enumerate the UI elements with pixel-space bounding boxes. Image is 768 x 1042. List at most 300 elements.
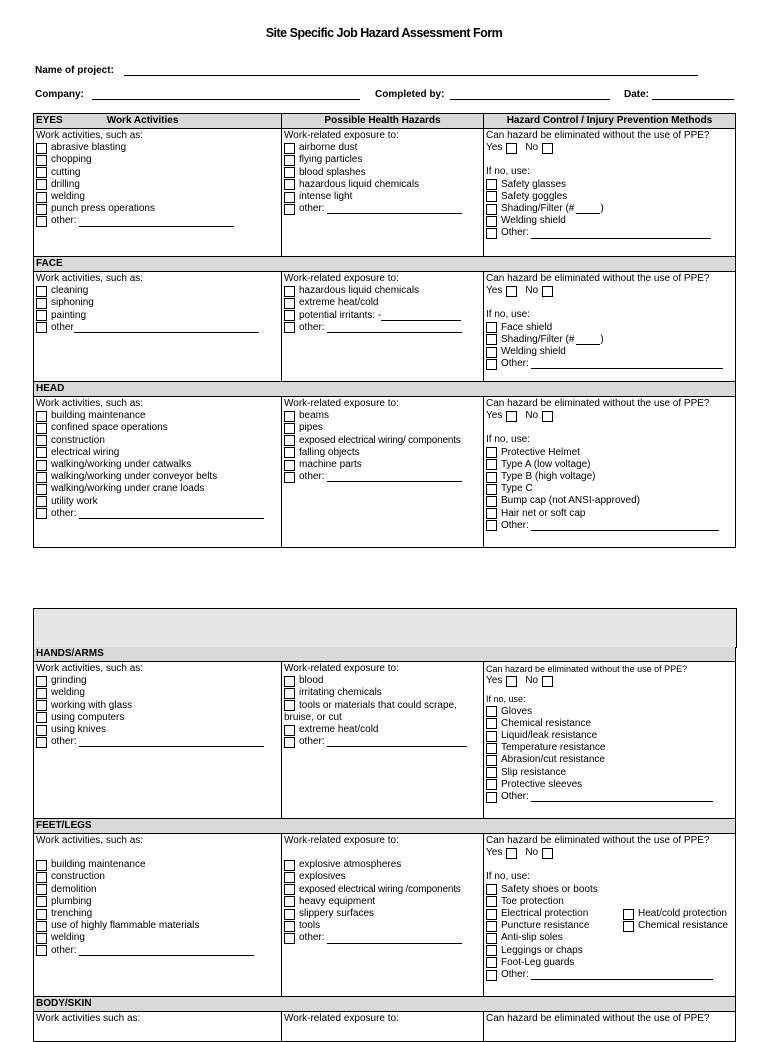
item-label: other:	[51, 944, 77, 956]
ppe-question: Can hazard be eliminated without the use of PPE?	[486, 835, 710, 846]
feet-control[interactable]	[486, 896, 733, 908]
yes-label: Yes	[486, 142, 503, 154]
checkbox[interactable]	[36, 298, 47, 309]
item-label: utility work	[51, 495, 98, 507]
item-label: other:	[299, 932, 325, 944]
feet-activity[interactable]	[36, 859, 279, 871]
hands-activity[interactable]	[36, 712, 279, 724]
item-label: Puncture resistance	[501, 920, 590, 932]
other-field[interactable]	[327, 323, 462, 333]
checkbox[interactable]	[36, 192, 47, 203]
item-label: chopping	[51, 154, 92, 166]
feet-activity[interactable]	[36, 920, 279, 932]
item-label: Other:	[501, 791, 529, 803]
checkbox[interactable]	[36, 216, 47, 227]
item-label: exposed electrical wiring/ components	[299, 434, 461, 446]
checkbox[interactable]	[486, 921, 497, 932]
date-field[interactable]	[652, 99, 734, 100]
checkbox[interactable]	[486, 957, 497, 968]
checkbox[interactable]	[486, 896, 497, 907]
eyes-control[interactable]	[486, 191, 733, 203]
checkbox[interactable]	[486, 743, 497, 754]
eyes-activities	[34, 129, 282, 257]
eyes-control[interactable]	[486, 179, 733, 191]
checkbox[interactable]	[284, 310, 295, 321]
checkbox[interactable]	[486, 322, 497, 333]
face-control[interactable]	[486, 322, 733, 334]
checkbox[interactable]	[284, 860, 295, 871]
checkbox[interactable]	[284, 204, 295, 215]
item-label: Type C	[501, 483, 533, 495]
item-label: Leggings or chaps	[501, 944, 583, 956]
head-activity[interactable]	[36, 422, 279, 434]
irritants-field[interactable]	[381, 311, 461, 321]
hands-hazard-other[interactable]	[284, 736, 481, 748]
item-label: Chemical resistance	[501, 717, 592, 729]
ppe-question: Can hazard be eliminated without the use of PPE?	[486, 130, 710, 141]
item-label: grinding	[51, 675, 87, 687]
section-body-header	[34, 997, 736, 1012]
hands-control[interactable]	[486, 706, 733, 718]
hands-control-other[interactable]	[486, 791, 733, 803]
checkbox[interactable]	[36, 472, 47, 483]
checkbox[interactable]	[486, 718, 497, 729]
checkbox[interactable]	[284, 167, 295, 178]
other-field[interactable]	[531, 359, 723, 369]
checkbox[interactable]	[486, 970, 497, 981]
feet-hazard[interactable]	[284, 896, 481, 908]
face-control[interactable]	[486, 346, 733, 358]
date-label: Date:	[624, 89, 650, 100]
checkbox[interactable]	[284, 411, 295, 422]
face-hazard[interactable]	[284, 285, 481, 297]
checkbox[interactable]	[36, 676, 47, 687]
feet-hazard[interactable]	[284, 859, 481, 871]
hands-activity[interactable]	[36, 687, 279, 699]
hands-activities	[34, 662, 282, 819]
other-field[interactable]	[531, 229, 711, 239]
checkbox[interactable]	[36, 933, 47, 944]
checkbox[interactable]	[486, 472, 497, 483]
other-field[interactable]	[79, 509, 264, 519]
face-control[interactable]: Shading/Filter (# )	[486, 334, 733, 346]
other-field[interactable]	[74, 323, 259, 333]
checkbox[interactable]	[36, 884, 47, 895]
section-feet-label: FEET/LEGS	[34, 819, 736, 834]
no-label: No	[525, 410, 539, 422]
yes-no	[486, 285, 733, 297]
eyes-hazard-other[interactable]	[284, 203, 481, 215]
checkbox[interactable]	[486, 228, 497, 239]
item-label: building maintenance	[51, 410, 146, 422]
checkbox[interactable]	[284, 423, 295, 434]
eyes-control-other[interactable]	[486, 227, 733, 239]
head-activity[interactable]	[36, 410, 279, 422]
item-label: tools	[299, 920, 321, 932]
completed-by-field[interactable]	[450, 99, 610, 100]
feet-activity[interactable]	[36, 908, 279, 920]
other-field[interactable]	[327, 472, 462, 482]
checkbox[interactable]	[486, 755, 497, 766]
checkbox[interactable]	[36, 411, 47, 422]
item-label: extreme heat/cold	[299, 297, 379, 309]
hands-control[interactable]	[486, 754, 733, 766]
eyes-activity[interactable]	[36, 203, 279, 215]
face-hazards	[282, 272, 484, 382]
item-label: other:	[51, 215, 77, 227]
feet-activity[interactable]	[36, 896, 279, 908]
head-activity[interactable]	[36, 447, 279, 459]
face-activity[interactable]	[36, 310, 279, 322]
no-checkbox[interactable]	[542, 143, 553, 154]
feet-hazard[interactable]	[284, 871, 481, 883]
eyes-hazard[interactable]	[284, 191, 481, 203]
item-label: Safety goggles	[501, 190, 568, 202]
checkbox[interactable]	[284, 143, 295, 154]
checkbox[interactable]	[486, 779, 497, 790]
checkbox[interactable]	[36, 155, 47, 166]
checkbox[interactable]	[623, 921, 634, 932]
other-field[interactable]	[327, 204, 462, 214]
checkbox[interactable]	[486, 706, 497, 717]
section-body-label: BODY/SKIN	[34, 997, 736, 1012]
no-label: No	[525, 285, 539, 297]
hands-hazard[interactable]	[284, 700, 481, 712]
checkbox[interactable]	[284, 286, 295, 297]
eyes-activity[interactable]	[36, 167, 279, 179]
checkbox[interactable]	[36, 204, 47, 215]
hands-control[interactable]	[486, 742, 733, 754]
hands-control[interactable]	[486, 718, 733, 730]
checkbox[interactable]	[36, 286, 47, 297]
item-label: walking/working under conveyor belts	[51, 471, 218, 483]
column-work-activities: Work Activities	[106, 115, 179, 126]
other-field[interactable]	[327, 737, 467, 747]
checkbox[interactable]	[36, 179, 47, 190]
section-eyes-label: EYES	[36, 115, 63, 126]
checkbox[interactable]	[284, 472, 295, 483]
checkbox[interactable]	[284, 676, 295, 687]
eyes-hazard[interactable]	[284, 154, 481, 166]
item-label: Safety shoes or boots	[501, 883, 598, 895]
item-label: explosives	[299, 871, 346, 883]
no-label: No	[525, 847, 539, 859]
item-label: electrical wiring	[51, 446, 120, 458]
head-control-other[interactable]	[486, 520, 733, 532]
item-label: falling objects	[299, 446, 360, 458]
feet-control-other[interactable]	[486, 969, 733, 981]
checkbox[interactable]	[36, 725, 47, 736]
checkbox[interactable]	[36, 460, 47, 471]
item-label: Other:	[501, 358, 529, 370]
head-activity[interactable]	[36, 435, 279, 447]
checkbox[interactable]	[284, 725, 295, 736]
yes-label: Yes	[486, 285, 503, 297]
checkbox[interactable]	[36, 872, 47, 883]
intro-text: Work-related exposure to:	[284, 273, 399, 284]
no-checkbox[interactable]	[542, 286, 553, 297]
eyes-hazard[interactable]	[284, 142, 481, 154]
feet-control[interactable]	[486, 932, 733, 944]
other-field[interactable]	[327, 934, 462, 944]
item-label: extreme heat/cold	[299, 724, 379, 736]
item-label: welding	[51, 191, 85, 203]
checkbox[interactable]	[486, 179, 497, 190]
item-label: other:	[299, 203, 325, 215]
checkbox[interactable]	[284, 447, 295, 458]
checkbox[interactable]	[36, 688, 47, 699]
item-label: other:	[51, 507, 77, 519]
eyes-control[interactable]	[486, 215, 733, 227]
project-field[interactable]	[124, 75, 698, 76]
checkbox[interactable]	[486, 484, 497, 495]
feet-activity[interactable]	[36, 884, 279, 896]
checkbox[interactable]	[36, 322, 47, 333]
intro-text: Work-related exposure to:	[284, 663, 399, 674]
face-hazard[interactable]	[284, 310, 481, 322]
hands-hazard[interactable]	[284, 724, 481, 736]
hands-control[interactable]	[486, 779, 733, 791]
item-label: Protective Helmet	[501, 446, 580, 458]
checkbox[interactable]	[486, 347, 497, 358]
checkbox[interactable]	[486, 792, 497, 803]
checkbox[interactable]	[284, 896, 295, 907]
checkbox[interactable]	[284, 155, 295, 166]
checkbox[interactable]	[284, 298, 295, 309]
other-field[interactable]	[79, 217, 234, 227]
head-row	[34, 397, 736, 548]
checkbox[interactable]	[36, 496, 47, 507]
feet-hazard[interactable]	[284, 920, 481, 932]
other-field[interactable]	[531, 792, 713, 802]
face-row	[34, 272, 736, 382]
item-label: Welding shield	[501, 215, 566, 227]
checkbox[interactable]	[486, 508, 497, 519]
checkbox[interactable]	[36, 447, 47, 458]
feet-control[interactable]	[486, 920, 733, 932]
item-label: plumbing	[51, 895, 92, 907]
intro-text: Work activities such as:	[36, 1013, 141, 1024]
feet-activity[interactable]	[36, 932, 279, 944]
checkbox[interactable]	[284, 179, 295, 190]
checkbox[interactable]	[284, 884, 295, 895]
checkbox[interactable]	[284, 688, 295, 699]
face-hazard-other[interactable]	[284, 322, 481, 334]
checkbox[interactable]	[486, 933, 497, 944]
checkbox[interactable]	[486, 767, 497, 778]
face-activity-other[interactable]	[36, 322, 279, 334]
yes-no	[486, 142, 733, 154]
eyes-activity[interactable]	[36, 154, 279, 166]
yes-checkbox[interactable]	[506, 676, 517, 687]
hands-hazard[interactable]	[284, 675, 481, 687]
eyes-control[interactable]: Shading/Filter (# )	[486, 203, 733, 215]
intro-text: Work-related exposure to:	[284, 130, 399, 141]
checkbox[interactable]	[486, 359, 497, 370]
checkbox[interactable]	[486, 884, 497, 895]
company-label: Company:	[35, 89, 84, 100]
other-field[interactable]	[531, 970, 713, 980]
checkbox[interactable]	[486, 459, 497, 470]
eyes-hazard[interactable]	[284, 167, 481, 179]
head-control[interactable]	[486, 495, 733, 507]
other-field[interactable]	[79, 946, 254, 956]
checkbox[interactable]	[486, 731, 497, 742]
checkbox[interactable]	[486, 334, 497, 345]
item-label: other:	[299, 321, 325, 333]
page-break-band	[33, 608, 737, 648]
filter-number-field[interactable]	[576, 204, 600, 214]
item-label: explosive atmospheres	[299, 859, 402, 871]
checkbox[interactable]	[284, 872, 295, 883]
eyes-activity[interactable]	[36, 179, 279, 191]
feet-row	[34, 834, 736, 997]
eyes-hazard[interactable]	[284, 179, 481, 191]
checkbox[interactable]	[36, 508, 47, 519]
checkbox[interactable]	[284, 700, 295, 711]
hands-activity[interactable]	[36, 700, 279, 712]
hands-activity[interactable]	[36, 675, 279, 687]
checkbox[interactable]	[486, 520, 497, 531]
checkbox[interactable]	[36, 435, 47, 446]
item-label: other:	[51, 736, 77, 748]
head-control[interactable]	[486, 471, 733, 483]
checkbox[interactable]	[36, 860, 47, 871]
checkbox[interactable]	[486, 216, 497, 227]
feet-control[interactable]	[486, 908, 733, 920]
checkbox[interactable]	[36, 484, 47, 495]
head-hazard[interactable]	[284, 447, 481, 459]
checkbox[interactable]	[284, 909, 295, 920]
yes-checkbox[interactable]	[506, 286, 517, 297]
head-hazard[interactable]	[284, 422, 481, 434]
face-activities	[34, 272, 282, 382]
hands-hazard[interactable]	[284, 687, 481, 699]
no-checkbox[interactable]	[542, 676, 553, 687]
feet-hazard[interactable]	[284, 908, 481, 920]
checkbox[interactable]	[486, 945, 497, 956]
checkbox[interactable]	[284, 933, 295, 944]
feet-hazard[interactable]	[284, 884, 481, 896]
head-hazard[interactable]	[284, 435, 481, 447]
item-label: Gloves	[501, 705, 533, 717]
head-activity-other[interactable]	[36, 508, 279, 520]
hands-row	[34, 662, 736, 819]
checkbox[interactable]	[623, 909, 634, 920]
eyes-activity[interactable]	[36, 191, 279, 203]
hazard-table-lower	[33, 647, 736, 1042]
ppe-question: Can hazard be eliminated without the use of PPE?	[486, 273, 710, 284]
head-hazard-other[interactable]	[284, 471, 481, 483]
item-label: use of highly flammable materials	[51, 920, 200, 932]
checkbox[interactable]	[36, 896, 47, 907]
yes-checkbox[interactable]	[506, 411, 517, 422]
feet-control[interactable]	[486, 945, 733, 957]
head-control[interactable]	[486, 459, 733, 471]
section-hands-header	[34, 647, 736, 662]
item-label: Welding shield	[501, 346, 566, 358]
checkbox[interactable]	[284, 435, 295, 446]
item-label: Slip resistance	[501, 766, 567, 778]
company-field[interactable]	[92, 99, 360, 100]
item-label: punch press operations	[51, 203, 155, 215]
checkbox[interactable]	[36, 909, 47, 920]
checkbox[interactable]	[36, 700, 47, 711]
head-control[interactable]	[486, 483, 733, 495]
hands-activity[interactable]	[36, 724, 279, 736]
checkbox[interactable]	[36, 423, 47, 434]
intro-text: Work-related exposure to:	[284, 1013, 399, 1024]
other-field[interactable]	[79, 737, 264, 747]
head-hazards	[282, 397, 484, 548]
face-control-other[interactable]	[486, 358, 733, 370]
checkbox[interactable]	[36, 737, 47, 748]
head-control[interactable]	[486, 508, 733, 520]
face-activity[interactable]	[36, 285, 279, 297]
other-field[interactable]	[531, 521, 719, 531]
checkbox[interactable]	[284, 460, 295, 471]
yes-checkbox[interactable]	[506, 848, 517, 859]
feet-control[interactable]	[486, 957, 733, 969]
checkbox[interactable]	[284, 192, 295, 203]
feet-control[interactable]	[486, 884, 733, 896]
checkbox[interactable]	[486, 496, 497, 507]
checkbox[interactable]	[284, 921, 295, 932]
head-activity[interactable]	[36, 496, 279, 508]
body-hazards	[282, 1012, 484, 1042]
section-face-label: FACE	[34, 257, 736, 272]
intro-text: Work-related exposure to:	[284, 835, 399, 846]
head-activity[interactable]	[36, 483, 279, 495]
head-activity[interactable]	[36, 471, 279, 483]
eyes-activity[interactable]	[36, 142, 279, 154]
feet-activity-other[interactable]	[36, 945, 279, 957]
checkbox[interactable]	[36, 310, 47, 321]
checkbox[interactable]	[36, 143, 47, 154]
eyes-activity-other[interactable]	[36, 215, 279, 227]
hands-activity-other[interactable]	[36, 736, 279, 748]
feet-activity[interactable]	[36, 871, 279, 883]
head-hazard[interactable]	[284, 410, 481, 422]
checkbox[interactable]	[486, 204, 497, 215]
checkbox[interactable]	[486, 191, 497, 202]
checkbox[interactable]	[36, 945, 47, 956]
no-checkbox[interactable]	[542, 411, 553, 422]
head-control[interactable]	[486, 447, 733, 459]
yes-checkbox[interactable]	[506, 143, 517, 154]
checkbox[interactable]	[36, 712, 47, 723]
head-activity[interactable]	[36, 459, 279, 471]
hands-control[interactable]	[486, 730, 733, 742]
item-label: Face shield	[501, 321, 553, 333]
checkbox[interactable]	[36, 167, 47, 178]
checkbox[interactable]	[486, 909, 497, 920]
feet-hazard-other[interactable]	[284, 932, 481, 944]
face-hazard[interactable]	[284, 297, 481, 309]
checkbox[interactable]	[284, 737, 295, 748]
if-no-label: If no, use:	[486, 309, 530, 321]
head-hazard[interactable]	[284, 459, 481, 471]
filter-number-field[interactable]	[576, 335, 600, 345]
hands-control[interactable]	[486, 767, 733, 779]
item-label: construction	[51, 434, 105, 446]
no-checkbox[interactable]	[542, 848, 553, 859]
checkbox[interactable]	[36, 921, 47, 932]
checkbox[interactable]	[486, 447, 497, 458]
yes-label: Yes	[486, 410, 503, 422]
checkbox[interactable]	[284, 322, 295, 333]
face-activity[interactable]	[36, 297, 279, 309]
